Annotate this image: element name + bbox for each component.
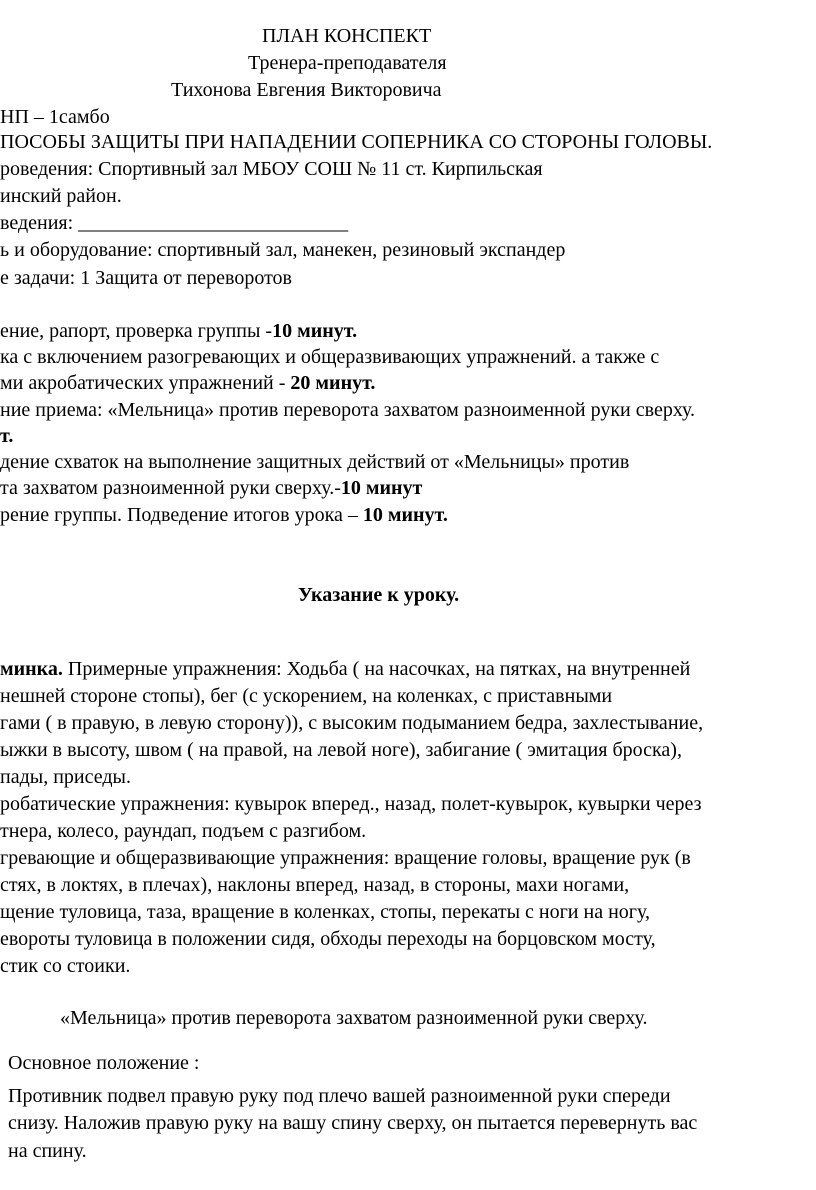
acrobatics-line-1: робатические упражнения: кувырок вперед., назад, полет-кувырок, кувырки через xyxy=(0,793,702,815)
warmup-line-2: нешней стороне стопы), бег (с ускорением, на коленках, с приставными xyxy=(0,685,613,707)
technique-description-1: Противник подвел правую руку под плечо вашей разноименной руки спереди xyxy=(8,1085,671,1107)
plan-item-5: дение схваток на выполнение защитных действий от «Мельницы» против xyxy=(0,451,630,473)
warmup-line-1 xyxy=(0,656,690,682)
plan-item-2: ка с включением разогревающих и общеразвивающих упражнений. а также с xyxy=(0,346,660,368)
instructions-heading: Указание к уроку. xyxy=(298,584,460,606)
plan-item-7-text: рение группы. Подведение итогов урока – xyxy=(0,504,363,526)
trainer-name: Тихонова Евгения Викторовича xyxy=(171,79,442,101)
plan-item-1 xyxy=(0,318,357,344)
plan-item-3-text: ми акробатических упражнений - xyxy=(0,372,291,394)
general-exercises-line-2: стях, в локтях, в плечах), наклоны вперед, назад, в стороны, махи ногами, xyxy=(0,874,630,896)
technique-description-3: на спину. xyxy=(8,1140,87,1162)
warmup-line-3: гами ( в правую, в левую сторону)), с высоким подыманием бедра, захлестывание, xyxy=(0,712,704,734)
general-exercises-line-4: евороты туловица в положении сидя, обходы переходы на борцовском мосту, xyxy=(0,928,656,950)
district-line: инский район. xyxy=(0,185,122,207)
plan-item-6-text: та захватом разноименной руки сверху.- xyxy=(0,477,341,499)
general-exercises-line-3: щение туловица, таза, вращение в коленках, стопы, перекаты с ноги на ногу, xyxy=(0,901,650,923)
place-line: роведения: Спортивный зал МБОУ СОШ № 11 ст. Кирпильская xyxy=(0,158,543,180)
plan-item-6-duration: 10 минут xyxy=(340,477,423,499)
warmup-line-5: пады, приседы. xyxy=(0,766,131,788)
general-exercises-line-1: гревающие и общеразвивающие упражнения: вращение головы, вращение рук (в xyxy=(0,847,691,869)
topic-line: ПОСОБЫ ЗАЩИТЫ ПРИ НАПАДЕНИИ СОПЕРНИКА СО СТОРОНЫ ГОЛОВЫ. xyxy=(0,131,713,153)
plan-item-4: ние приема: «Мельница» против переворота захватом разноименной руки сверху. xyxy=(0,399,696,421)
document-title: ПЛАН КОНСПЕКТ xyxy=(262,25,432,47)
general-exercises-line-5: стик со стоики. xyxy=(0,955,131,977)
acrobatics-line-2: тнера, колесо, раундап, подъем с разгибом. xyxy=(0,820,367,842)
plan-item-1-duration: 10 минут. xyxy=(272,320,358,342)
technique-title: «Мельница» против переворота захватом разноименной руки сверху. xyxy=(60,1007,648,1029)
technique-description-2: снизу. Наложив правую руку на вашу спину сверху, он пытается перевернуть вас xyxy=(8,1112,698,1134)
plan-item-3-duration: 20 минут. xyxy=(290,372,376,394)
technique-position: Основное положение : xyxy=(8,1052,200,1074)
group-line: НП – 1самбо xyxy=(0,106,110,128)
plan-item-3 xyxy=(0,370,375,396)
plan-item-6 xyxy=(0,475,422,501)
warmup-line-4: ыжки в высоту, швом ( на правой, на левой ноге), забигание ( эмитация броска), xyxy=(0,739,682,761)
plan-item-7-duration: 10 минут. xyxy=(362,504,448,526)
document-subtitle: Тренера-преподавателя xyxy=(248,52,447,74)
plan-item-4-duration: т. xyxy=(0,425,14,447)
equipment-line: ь и оборудование: спортивный зал, манекен, резиновый экспандер xyxy=(0,239,566,261)
plan-item-7 xyxy=(0,502,448,528)
warmup-label: минка. xyxy=(0,658,63,680)
tasks-line: е задачи: 1 Защита от переворотов xyxy=(0,267,292,289)
plan-item-1-text: ение, рапорт, проверка группы - xyxy=(0,320,273,342)
warmup-text: Примерные упражнения: Ходьба ( на насочках, на пятках, на внутренней xyxy=(62,658,691,680)
date-line: ведения: ___________________________ xyxy=(0,212,349,234)
